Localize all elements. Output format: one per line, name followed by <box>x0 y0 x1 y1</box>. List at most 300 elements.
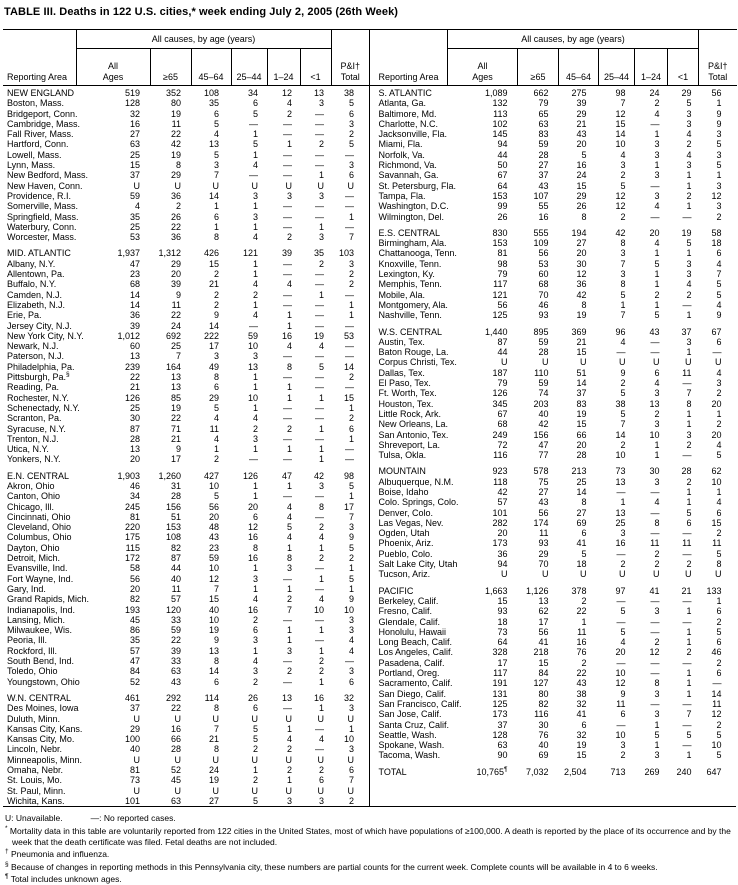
value-cell: 1 <box>286 320 292 331</box>
value-cell: 65 <box>538 108 549 119</box>
value-cell: 7 <box>686 388 692 399</box>
value-cell: 187 <box>492 367 508 378</box>
value-cell: 131 <box>492 688 508 699</box>
value-cell: 64 <box>497 180 508 191</box>
value-cell: 14 <box>615 429 626 440</box>
value-cell: 1 <box>319 676 325 687</box>
reporting-area-cell: Norfolk, Va. <box>378 149 425 160</box>
value-cell: 2 <box>620 211 626 222</box>
value-cell: 10 <box>711 740 722 751</box>
value-cell: U <box>285 754 292 765</box>
value-cell: 86 <box>129 625 140 636</box>
value-cell: 20 <box>711 429 722 440</box>
value-cell: 3 <box>349 118 355 129</box>
value-cell: 2 <box>286 765 292 775</box>
value-cell: 4 <box>286 98 292 109</box>
value-cell: U <box>653 569 660 580</box>
value-cell: — <box>283 433 292 444</box>
value-cell: 5 <box>620 289 626 300</box>
value-cell: 4 <box>716 299 722 310</box>
city-row <box>3 109 369 119</box>
value-cell: 72 <box>497 439 508 450</box>
city-row <box>3 362 369 372</box>
value-cell: — <box>616 595 626 606</box>
value-cell: 12 <box>649 647 660 658</box>
value-cell: 4 <box>286 532 292 543</box>
value-cell: — <box>315 635 325 646</box>
value-cell: 3 <box>654 139 660 150</box>
value-cell: U <box>133 713 140 724</box>
value-cell: 59 <box>538 139 549 150</box>
value-cell: 52 <box>129 676 140 687</box>
city-row <box>370 259 737 269</box>
value-cell: — <box>616 347 626 358</box>
value-cell: U <box>212 754 219 765</box>
value-cell: 15 <box>129 160 140 171</box>
value-cell: 22 <box>170 413 181 424</box>
reporting-area-cell: Colo. Springs, Colo. <box>378 497 459 508</box>
value-cell: — <box>283 454 292 465</box>
value-cell: 2 <box>716 657 722 668</box>
value-cell: — <box>650 616 660 627</box>
value-cell: 245 <box>124 501 140 512</box>
city-row <box>3 677 369 687</box>
value-cell: 4 <box>319 341 325 352</box>
value-cell: — <box>249 454 258 465</box>
value-cell: 1 <box>252 765 258 775</box>
value-cell: 1 <box>686 486 692 497</box>
value-cell: 14 <box>576 486 587 497</box>
footnote-list <box>5 824 736 884</box>
reporting-area-cell: Lowell, Mass. <box>7 149 62 160</box>
value-cell: — <box>315 744 325 755</box>
city-row <box>370 337 737 347</box>
value-cell: 73 <box>497 626 508 637</box>
reporting-area-cell: Tacoma, Wash. <box>378 750 441 761</box>
value-cell: 69 <box>538 750 549 761</box>
value-cell: 39 <box>170 645 181 656</box>
value-cell: 2 <box>686 559 692 570</box>
reporting-area-cell: Washington, D.C. <box>378 201 449 212</box>
value-cell: 3 <box>319 795 325 806</box>
value-cell: 6 <box>349 676 355 687</box>
value-cell: — <box>315 351 325 362</box>
city-row <box>3 170 369 180</box>
value-cell: 6 <box>213 108 219 119</box>
value-cell: — <box>345 382 355 393</box>
value-cell: — <box>315 413 325 424</box>
city-row <box>370 399 737 409</box>
value-cell: 126 <box>124 392 140 403</box>
reporting-area-cell: New Bedford, Mass. <box>7 170 89 181</box>
value-cell: 98 <box>615 88 626 98</box>
value-cell: 5 <box>581 149 587 160</box>
value-cell: 47 <box>129 258 140 269</box>
value-cell: 4 <box>252 160 258 171</box>
value-cell: U <box>174 754 181 765</box>
value-cell: 5 <box>620 606 626 617</box>
value-cell: 79 <box>497 269 508 280</box>
value-cell: 2 <box>581 657 587 668</box>
value-cell: 28 <box>681 466 692 477</box>
value-cell: 1,126 <box>525 585 549 596</box>
value-cell: 126 <box>242 470 258 481</box>
value-cell: 63 <box>170 795 181 806</box>
reporting-area-cell: Jersey City, N.J. <box>7 320 72 331</box>
value-cell: 5 <box>654 258 660 269</box>
reporting-area-cell: Yonkers, N.Y. <box>7 454 61 465</box>
value-cell: 5 <box>716 750 722 761</box>
value-cell: 43 <box>576 129 587 140</box>
value-cell: 30 <box>538 719 549 730</box>
reporting-area-cell: Elizabeth, N.J. <box>7 299 66 310</box>
value-cell: 15 <box>538 657 549 668</box>
city-row <box>3 290 369 300</box>
city-row <box>3 300 369 310</box>
age-group-header: All causes, by age (years) <box>76 30 331 49</box>
reporting-area-cell: Mobile, Ala. <box>378 289 426 300</box>
value-cell: 830 <box>492 227 508 238</box>
value-cell: 1 <box>654 129 660 140</box>
reporting-area-cell: Syracuse, N.Y. <box>7 423 66 434</box>
value-cell: — <box>315 382 325 393</box>
value-cell: 27 <box>538 160 549 171</box>
value-cell: 5 <box>716 626 722 637</box>
city-row <box>370 290 737 300</box>
value-cell: 3 <box>349 625 355 636</box>
value-cell: U <box>653 357 660 368</box>
value-cell: 67 <box>497 408 508 419</box>
value-cell: — <box>283 269 292 280</box>
value-cell: 5 <box>686 98 692 109</box>
value-cell: — <box>345 351 355 362</box>
value-cell: 2 <box>686 289 692 300</box>
value-cell: 32 <box>129 108 140 119</box>
value-cell: 2 <box>286 744 292 755</box>
value-cell: 1,312 <box>158 248 181 259</box>
value-cell: 93 <box>497 606 508 617</box>
value-cell: 3 <box>686 429 692 440</box>
column-header-1: All Ages <box>76 49 150 86</box>
value-cell: 12 <box>208 573 219 584</box>
value-cell: 29 <box>170 170 181 181</box>
value-cell: 3 <box>686 258 692 269</box>
value-cell: 5 <box>654 729 660 740</box>
value-cell: 6 <box>349 423 355 434</box>
value-cell: 1,012 <box>117 330 140 341</box>
value-cell: 8 <box>286 553 292 564</box>
value-cell: 4 <box>686 279 692 290</box>
value-cell: — <box>650 668 660 679</box>
value-cell: 98 <box>497 258 508 269</box>
reporting-area-cell: PACIFIC <box>378 585 414 596</box>
value-cell: — <box>682 528 692 539</box>
city-row <box>370 368 737 378</box>
value-cell: 15 <box>576 750 587 761</box>
city-row <box>3 150 369 160</box>
value-cell: 12 <box>615 201 626 212</box>
reporting-area-cell: Chattanooga, Tenn. <box>378 248 457 259</box>
value-cell: 11 <box>682 367 692 378</box>
value-cell: — <box>345 201 355 212</box>
value-cell: — <box>345 320 355 331</box>
value-cell: 59 <box>247 330 258 341</box>
value-cell: 3 <box>620 160 626 171</box>
value-cell: 14 <box>615 129 626 140</box>
value-cell: U <box>317 180 325 191</box>
value-cell: 2 <box>686 190 692 201</box>
value-cell: 345 <box>492 398 508 409</box>
value-cell: — <box>283 201 292 212</box>
value-cell: 1 <box>686 678 692 689</box>
value-cell: 11 <box>616 698 626 709</box>
value-cell: 5 <box>716 160 722 171</box>
value-cell: 38 <box>615 398 626 409</box>
city-row <box>3 656 369 666</box>
value-cell: 22 <box>170 310 181 321</box>
value-cell: 43 <box>208 532 219 543</box>
value-cell: 15 <box>208 258 219 269</box>
value-cell: 115 <box>125 542 140 553</box>
city-row <box>3 666 369 676</box>
city-row <box>370 430 737 440</box>
value-cell: 1 <box>213 201 219 212</box>
reporting-area-cell: Camden, N.J. <box>7 289 63 300</box>
value-cell: 3 <box>654 750 660 761</box>
value-cell: 24 <box>649 88 660 98</box>
value-cell: 14 <box>344 361 355 372</box>
value-cell: 20 <box>497 528 508 539</box>
value-cell: 21 <box>208 734 219 745</box>
value-cell: — <box>315 160 325 171</box>
value-cell: 38 <box>344 88 355 98</box>
value-cell: 5 <box>686 729 692 740</box>
value-cell: 7 <box>175 351 181 362</box>
value-cell: 6 <box>349 170 355 181</box>
value-cell: 11 <box>171 118 181 129</box>
value-cell: 6 <box>654 367 660 378</box>
city-row <box>370 518 737 528</box>
value-cell: 68 <box>538 279 549 290</box>
reporting-area-cell: Charlotte, N.C. <box>378 118 439 129</box>
value-cell: U <box>251 713 258 724</box>
reporting-area-cell: Youngstown, Ohio <box>7 676 80 687</box>
value-cell: — <box>315 149 325 160</box>
value-cell: 29 <box>576 108 587 119</box>
region-row <box>3 471 369 481</box>
city-row <box>370 191 737 201</box>
value-cell: 3 <box>319 480 325 491</box>
value-cell: 1 <box>319 444 325 455</box>
reporting-area-cell: Boston, Mass. <box>7 98 65 109</box>
value-cell: 239 <box>124 361 140 372</box>
value-cell: 1 <box>252 480 258 491</box>
column-header-7: P&I† Total <box>699 49 737 86</box>
value-cell: 132 <box>492 98 508 109</box>
value-cell: 1 <box>319 645 325 656</box>
value-cell: 10 <box>208 480 219 491</box>
value-cell: 1 <box>286 583 292 594</box>
value-cell: 1 <box>686 310 692 321</box>
city-row <box>3 765 369 775</box>
city-row <box>370 750 737 760</box>
value-cell: 56 <box>129 573 140 584</box>
value-cell: 4 <box>252 279 258 290</box>
value-cell: 17 <box>538 616 549 627</box>
value-cell: 18 <box>711 238 722 249</box>
value-cell: 117 <box>493 668 508 679</box>
city-row <box>3 310 369 320</box>
value-cell: 153 <box>165 522 181 533</box>
reporting-area-cell: Pittsburgh, Pa.§ <box>7 371 70 383</box>
city-row <box>370 388 737 398</box>
value-cell: 3 <box>686 118 692 129</box>
value-cell: 5 <box>213 491 219 502</box>
value-cell: 51 <box>576 367 587 378</box>
value-cell: 1 <box>686 347 692 358</box>
reporting-area-cell: Lynn, Mass. <box>7 160 56 171</box>
value-cell: 4 <box>716 258 722 269</box>
value-cell: 7 <box>620 419 626 430</box>
value-cell: 4 <box>654 378 660 389</box>
value-cell: U <box>715 569 722 580</box>
value-cell: — <box>650 118 660 129</box>
value-cell: 62 <box>538 606 549 617</box>
value-cell: 1 <box>286 542 292 553</box>
city-row <box>370 160 737 170</box>
value-cell: 3 <box>349 703 355 714</box>
value-cell: — <box>283 170 292 181</box>
region-row <box>3 248 369 258</box>
value-cell: — <box>315 402 325 413</box>
value-cell: 10 <box>615 668 626 679</box>
value-cell: 70 <box>538 289 549 300</box>
legend-unavailable: U: Unavailable. <box>5 813 63 824</box>
value-cell: 87 <box>170 553 181 564</box>
value-cell: 8 <box>686 398 692 409</box>
value-cell: 426 <box>203 248 219 259</box>
region-row <box>370 466 737 476</box>
value-cell: 240 <box>676 766 692 777</box>
city-row <box>3 222 369 232</box>
value-cell: — <box>283 413 292 424</box>
city-row <box>3 321 369 331</box>
value-cell: 13 <box>649 398 660 409</box>
city-row <box>3 481 369 491</box>
value-cell: — <box>283 258 292 269</box>
value-cell: 2 <box>319 765 325 775</box>
value-cell: U <box>347 713 355 724</box>
value-cell: — <box>650 211 660 222</box>
value-cell: 128 <box>124 98 140 109</box>
value-cell: 41 <box>576 709 587 720</box>
value-cell: 10 <box>208 563 219 574</box>
value-cell: 14 <box>208 666 219 677</box>
value-cell: 2 <box>319 139 325 150</box>
value-cell: 10 <box>615 450 626 461</box>
value-cell: 3 <box>213 160 219 171</box>
value-cell: 20 <box>576 139 587 150</box>
value-cell: 5 <box>349 573 355 584</box>
value-cell: 3 <box>252 433 258 444</box>
value-cell: 36 <box>129 310 140 321</box>
reporting-area-cell: Peoria, Ill. <box>7 635 48 646</box>
city-row <box>370 279 737 289</box>
value-cell: 14 <box>208 190 219 201</box>
value-cell: 6 <box>252 625 258 636</box>
value-cell: 1 <box>286 625 292 636</box>
value-cell: 94 <box>497 139 508 150</box>
value-cell: 15 <box>711 517 722 528</box>
value-cell: 2 <box>319 258 325 269</box>
value-cell: 2 <box>252 423 258 434</box>
value-cell: 79 <box>538 98 549 109</box>
value-cell: 10 <box>615 729 626 740</box>
city-row <box>3 212 369 222</box>
value-cell: U <box>212 713 219 724</box>
value-cell: 14 <box>129 299 140 310</box>
city-row <box>370 647 737 657</box>
city-row <box>370 109 737 119</box>
value-cell: 9 <box>716 108 722 119</box>
value-cell: 1 <box>213 221 219 232</box>
column-header-6: <1 <box>300 49 331 86</box>
reporting-area-cell: W.N. CENTRAL <box>7 692 72 703</box>
value-cell: 20 <box>170 269 181 280</box>
value-cell: — <box>283 656 292 667</box>
value-cell: 83 <box>538 129 549 140</box>
value-cell: 6 <box>620 709 626 720</box>
city-row <box>370 720 737 730</box>
value-cell: 4 <box>349 645 355 656</box>
value-cell: 22 <box>576 668 587 679</box>
value-cell: 94 <box>497 559 508 570</box>
age-group-header: All causes, by age (years) <box>448 30 699 49</box>
value-cell: U <box>251 785 258 796</box>
value-cell: 16 <box>576 637 587 648</box>
deaths-table-left <box>3 29 369 806</box>
value-cell: — <box>345 444 355 455</box>
value-cell: 8 <box>175 160 181 171</box>
value-cell: 13 <box>129 444 140 455</box>
city-row <box>370 269 737 279</box>
value-cell: U <box>133 754 140 765</box>
value-cell: 1 <box>319 289 325 300</box>
value-cell: 1 <box>686 170 692 181</box>
value-cell: 71 <box>170 423 181 434</box>
value-cell: 13 <box>615 507 626 518</box>
value-cell: 6 <box>716 507 722 518</box>
value-cell: 41 <box>538 637 549 648</box>
city-row <box>370 740 737 750</box>
value-cell: 6 <box>213 211 219 222</box>
city-row <box>370 139 737 149</box>
value-cell: 6 <box>716 668 722 679</box>
value-cell: 10 <box>208 614 219 625</box>
value-cell: 16 <box>538 211 549 222</box>
value-cell: 3 <box>286 645 292 656</box>
value-cell: 2 <box>349 795 355 806</box>
value-cell: 128 <box>492 729 508 740</box>
value-cell: 1 <box>349 491 355 502</box>
city-row <box>3 403 369 413</box>
value-cell: 59 <box>208 553 219 564</box>
value-cell: 23 <box>208 542 219 553</box>
value-cell: U <box>317 785 325 796</box>
value-cell: 7,032 <box>525 766 549 777</box>
value-cell: — <box>650 486 660 497</box>
reporting-area-cell: New York City, N.Y. <box>7 330 84 341</box>
